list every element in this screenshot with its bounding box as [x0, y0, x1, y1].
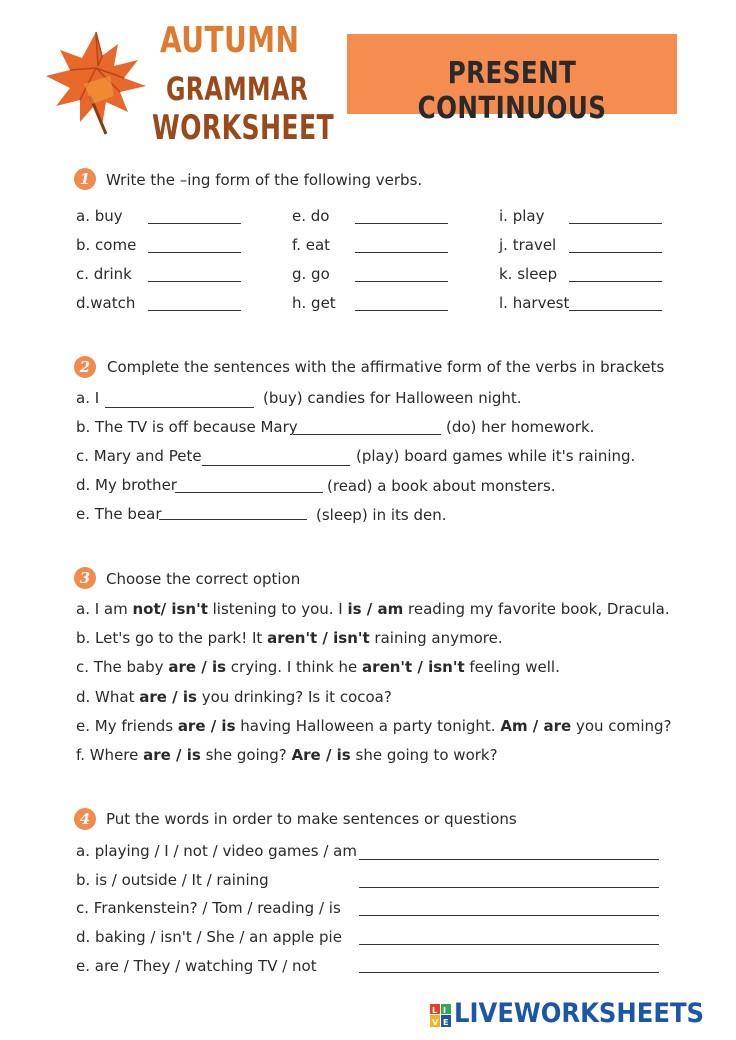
- section-1-number: 1: [74, 168, 96, 190]
- sentence-text: you coming?: [571, 717, 672, 735]
- choice-sentence: [76, 717, 672, 735]
- svg-text:E: E: [443, 1018, 449, 1027]
- choice-sentence: [76, 746, 498, 764]
- word-order-prompt: d. baking / isn't / She / an apple pie: [76, 928, 342, 946]
- answer-option[interactable]: aren't / isn't: [362, 658, 465, 676]
- answer-blank[interactable]: [569, 310, 662, 311]
- verb-item: b. come: [76, 236, 137, 254]
- answer-option[interactable]: are / is: [177, 717, 236, 735]
- sentence-text: d. What: [76, 688, 140, 706]
- sentence-text: a. I am: [76, 600, 133, 618]
- answer-line[interactable]: [359, 887, 659, 888]
- sentence-text: you drinking? Is it cocoa?: [196, 688, 392, 706]
- title-worksheet: WORKSHEET: [152, 108, 335, 148]
- sentence-post: (sleep) in its den.: [316, 506, 447, 524]
- verb-item: h. get: [292, 294, 336, 312]
- answer-option[interactable]: Am / are: [500, 717, 572, 735]
- answer-blank[interactable]: [355, 281, 448, 282]
- sentence-text: listening to you. I: [207, 600, 348, 618]
- answer-line[interactable]: [359, 859, 659, 860]
- sentence-text: b. Let's go to the park! It: [76, 629, 268, 647]
- answer-blank[interactable]: [148, 310, 241, 311]
- sentence-text: she going to work?: [350, 746, 498, 764]
- verb-item: d.watch: [76, 294, 136, 312]
- answer-blank[interactable]: [569, 223, 662, 224]
- sentence-text: f. Where: [76, 746, 144, 764]
- sentence-text: reading my favorite book, Dracula.: [403, 600, 670, 618]
- answer-line[interactable]: [359, 944, 659, 945]
- sentence-text: c. The baby: [76, 658, 169, 676]
- title-autumn: AUTUMN: [160, 20, 300, 61]
- word-order-prompt: e. are / They / watching TV / not: [76, 957, 317, 975]
- svg-text:L: L: [432, 1006, 438, 1015]
- sentence-pre: b. The TV is off because Mary: [76, 418, 298, 436]
- svg-text:V: V: [432, 1018, 439, 1027]
- answer-blank[interactable]: [355, 223, 448, 224]
- section-4-number: 4: [74, 808, 96, 830]
- liveworksheets-logo-text: LIVEWORKSHEETS: [454, 998, 705, 1029]
- choice-sentence: [76, 629, 503, 647]
- verb-item: k. sleep: [499, 265, 558, 283]
- answer-option[interactable]: Are / is: [291, 746, 351, 764]
- answer-blank[interactable]: [202, 465, 350, 466]
- answer-blank[interactable]: [569, 252, 662, 253]
- word-order-prompt: c. Frankenstein? / Tom / reading / is: [76, 899, 341, 917]
- answer-option[interactable]: is / am: [347, 600, 404, 618]
- sentence-text: feeling well.: [464, 658, 560, 676]
- sentence-pre: c. Mary and Pete: [76, 447, 202, 465]
- answer-blank[interactable]: [148, 223, 241, 224]
- verb-item: l. harvest: [499, 294, 570, 312]
- answer-option[interactable]: not/ isn't: [132, 600, 208, 618]
- answer-blank[interactable]: [355, 310, 448, 311]
- answer-blank[interactable]: [148, 281, 241, 282]
- answer-blank[interactable]: [148, 252, 241, 253]
- verb-item: j. travel: [499, 236, 557, 254]
- word-order-prompt: b. is / outside / It / raining: [76, 871, 269, 889]
- title-grammar: GRAMMAR: [166, 70, 309, 108]
- answer-option[interactable]: are / is: [143, 746, 201, 764]
- maple-leaf-icon: [40, 26, 152, 136]
- sentence-post: (play) board games while it's raining.: [356, 447, 636, 465]
- answer-blank[interactable]: [159, 519, 307, 520]
- choice-sentence: [76, 688, 392, 706]
- verb-item: i. play: [499, 207, 545, 225]
- verb-item: f. eat: [292, 236, 331, 254]
- sentence-post: (buy) candies for Halloween night.: [263, 389, 522, 407]
- choice-sentence: [76, 600, 670, 618]
- section-2-instruction: Complete the sentences with the affirmative form of the verbs in brackets: [107, 358, 665, 376]
- answer-blank[interactable]: [355, 252, 448, 253]
- sentence-post: (read) a book about monsters.: [327, 477, 556, 495]
- verb-item: g. go: [292, 265, 330, 283]
- sentence-text: she going?: [200, 746, 292, 764]
- liveworksheets-logo-icon: [430, 1004, 452, 1028]
- section-2-number: 2: [74, 356, 96, 378]
- section-1-instruction: Write the –ing form of the following verbs.: [106, 171, 423, 189]
- sentence-pre: d. My brother: [76, 476, 177, 494]
- answer-line[interactable]: [359, 915, 659, 916]
- answer-line[interactable]: [359, 972, 659, 973]
- answer-option[interactable]: aren't / isn't: [267, 629, 370, 647]
- verb-item: c. drink: [76, 265, 132, 283]
- banner-title: PRESENT CONTINUOUS: [417, 56, 607, 126]
- answer-blank[interactable]: [175, 492, 323, 493]
- answer-option[interactable]: are / is: [168, 658, 227, 676]
- svg-text:I: I: [443, 1006, 446, 1015]
- answer-option[interactable]: are / is: [139, 688, 197, 706]
- answer-blank[interactable]: [569, 281, 662, 282]
- answer-blank[interactable]: [293, 434, 441, 435]
- sentence-pre: e. The bear: [76, 505, 162, 523]
- word-order-prompt: a. playing / I / not / video games / am: [76, 842, 357, 860]
- verb-item: a. buy: [76, 207, 123, 225]
- answer-blank[interactable]: [105, 407, 254, 408]
- section-4-instruction: Put the words in order to make sentences or questions: [106, 810, 517, 828]
- sentence-post: (do) her homework.: [446, 418, 595, 436]
- choice-sentence: [76, 658, 560, 676]
- sentence-text: having Halloween a party tonight.: [235, 717, 501, 735]
- verb-item: e. do: [292, 207, 330, 225]
- section-3-instruction: Choose the correct option: [106, 570, 301, 588]
- topic-banner: [347, 34, 677, 126]
- sentence-text: crying. I think he: [226, 658, 363, 676]
- sentence-text: e. My friends: [76, 717, 178, 735]
- sentence-text: raining anymore.: [369, 629, 503, 647]
- section-3-number: 3: [74, 567, 96, 589]
- sentence-pre: a. I: [76, 389, 100, 407]
